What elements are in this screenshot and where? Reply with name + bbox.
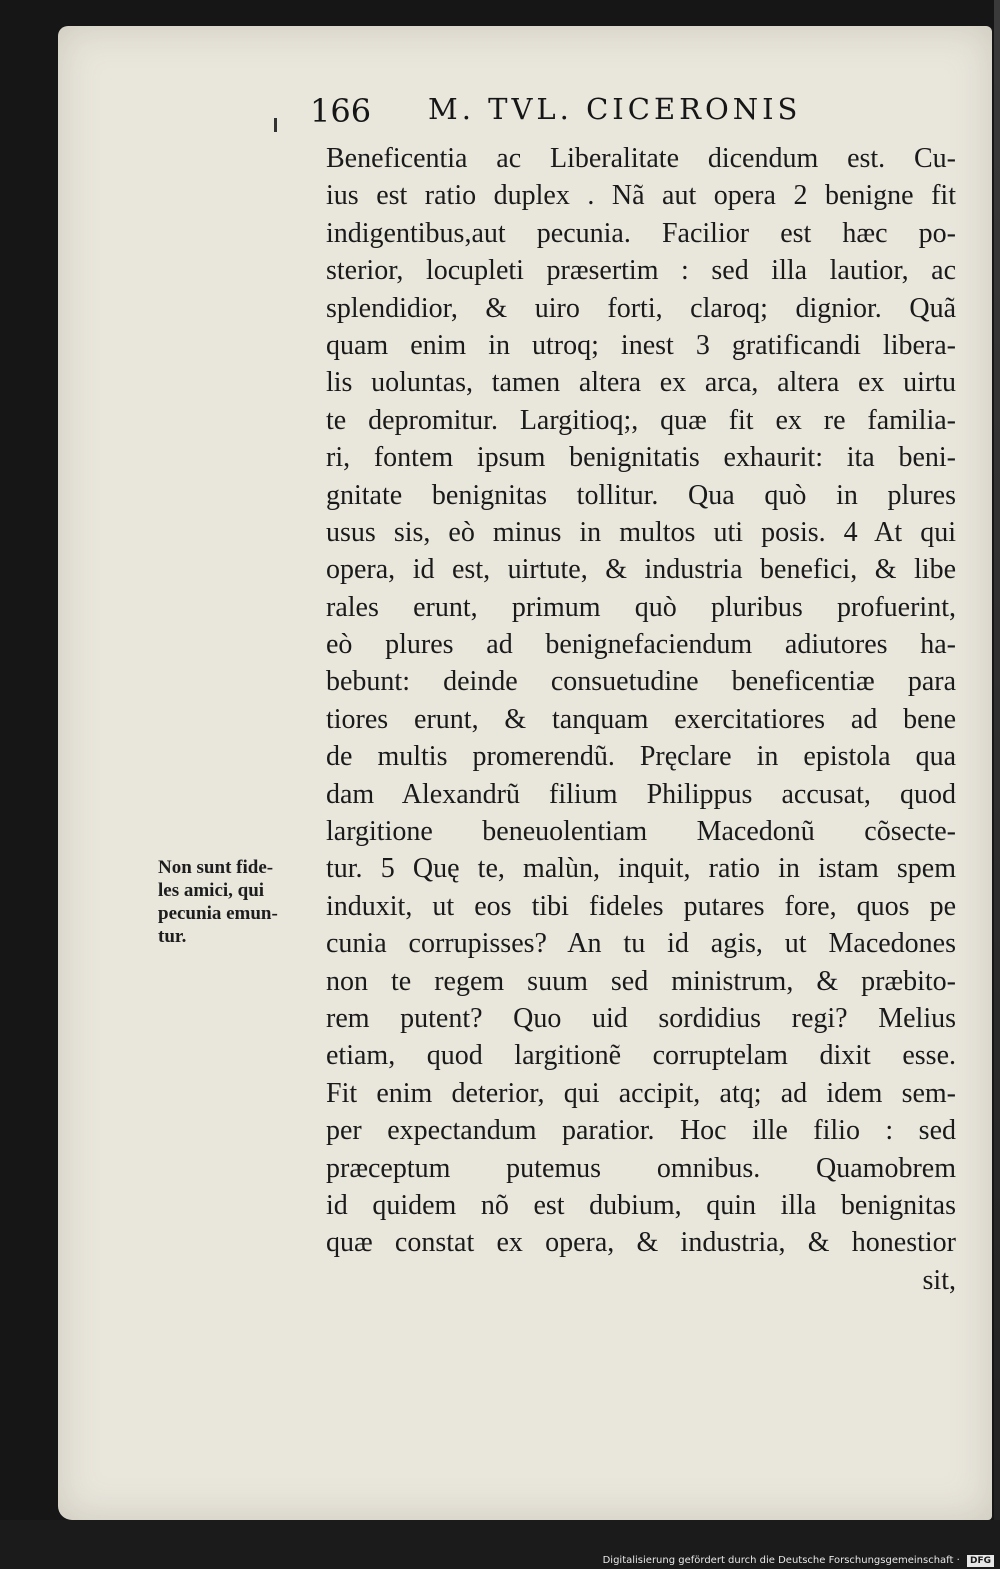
text-line: etiam, quod largitionẽ corruptelam dixit esse.: [326, 1040, 956, 1072]
text-line: id quidem nõ est dubium, quin illa benignitas: [326, 1189, 956, 1221]
text-line: rales erunt, primum quò pluribus profuerint,: [326, 591, 956, 623]
digitization-footer: [0, 1553, 1000, 1569]
text-line: præceptum putemus omnibus. Quamobrem: [326, 1152, 956, 1184]
text-line: quæ constat ex opera, & industria, & honestior: [326, 1227, 956, 1259]
text-line: largitione beneuolentiam Macedonũ cõsecte-: [326, 816, 956, 848]
text-line: lis uoluntas, tamen altera ex arca, altera ex uirtu: [326, 367, 956, 399]
marginal-note-line: Non sunt fide-: [158, 857, 274, 878]
text-line: bebunt: deinde consuetudine beneficentiæ para: [326, 666, 956, 698]
text-line: tiores erunt, & tanquam exercitatiores ad bene: [326, 703, 956, 735]
text-line: te depromitur. Largitioq;, quæ fit ex re familia-: [326, 404, 956, 436]
text-line: indigentibus,aut pecunia. Facilior est hæc po-: [326, 217, 956, 249]
text-line: usus sis, eò minus in multos uti posis. 4 At qui: [326, 516, 956, 548]
text-line: opera, id est, uirtute, & industria benefici, & libe: [326, 554, 956, 586]
marginal-note-line: les amici, qui: [158, 880, 265, 901]
footer-credit: Digitalisierung gefördert durch die Deutsche Forschungsgemeinschaft ·: [602, 1555, 960, 1566]
text-line: rem putent? Quo uid sordidius regi? Melius: [326, 1002, 956, 1034]
text-line: ius est ratio duplex . Nã aut opera 2 benigne fit: [326, 180, 956, 212]
text-line: per expectandum paratior. Hoc ille filio : sed: [326, 1115, 956, 1147]
text-line: Fit enim deterior, qui accipit, atq; ad idem sem-: [326, 1077, 956, 1109]
dfg-logo: DFG: [967, 1555, 994, 1567]
text-line: cunia corrupisses? An tu id agis, ut Macedones: [326, 928, 956, 960]
text-line: non te regem suum sed ministrum, & præbito-: [326, 965, 956, 997]
running-head: [310, 88, 870, 138]
text-line: Beneficentia ac Liberalitate dicendum est. Cu-: [326, 143, 956, 174]
main-text-block: [326, 140, 956, 1299]
running-title: M. TVL. CICERONIS: [428, 92, 802, 126]
text-line: tur. 5 Quę te, malùn, inquit, ratio in istam spem: [326, 853, 956, 885]
scan-right-edge: [994, 0, 1000, 1549]
text-line: dam Alexandrũ filium Philippus accusat, quod: [326, 778, 956, 810]
text-line: ri, fontem ipsum benignitatis exhaurit: ita beni-: [326, 442, 956, 474]
text-line: induxit, ut eos tibi fideles putares fore, quos pe: [326, 890, 956, 922]
marginal-note: [158, 856, 318, 948]
text-line: splendidior, & uiro forti, claroq; dignior. Quã: [326, 292, 956, 324]
text-line: sterior, locupleti præsertim : sed illa lautior, ac: [326, 255, 956, 287]
marginal-note-line: tur.: [158, 926, 187, 947]
text-line: de multis promerendũ. Pręclare in epistola qua: [326, 741, 956, 773]
text-line: gnitate benignitas tollitur. Qua quò in plures: [326, 479, 956, 511]
page-number: 166: [310, 92, 372, 130]
marginal-note-line: pecunia emun-: [158, 903, 278, 924]
catchword: sit,: [922, 1264, 956, 1296]
margin-tick-mark: [274, 118, 277, 132]
text-line: quam enim in utroq; inest 3 gratificandi libera-: [326, 329, 956, 361]
text-line: eò plures ad benignefaciendum adiutores ha-: [326, 629, 956, 661]
